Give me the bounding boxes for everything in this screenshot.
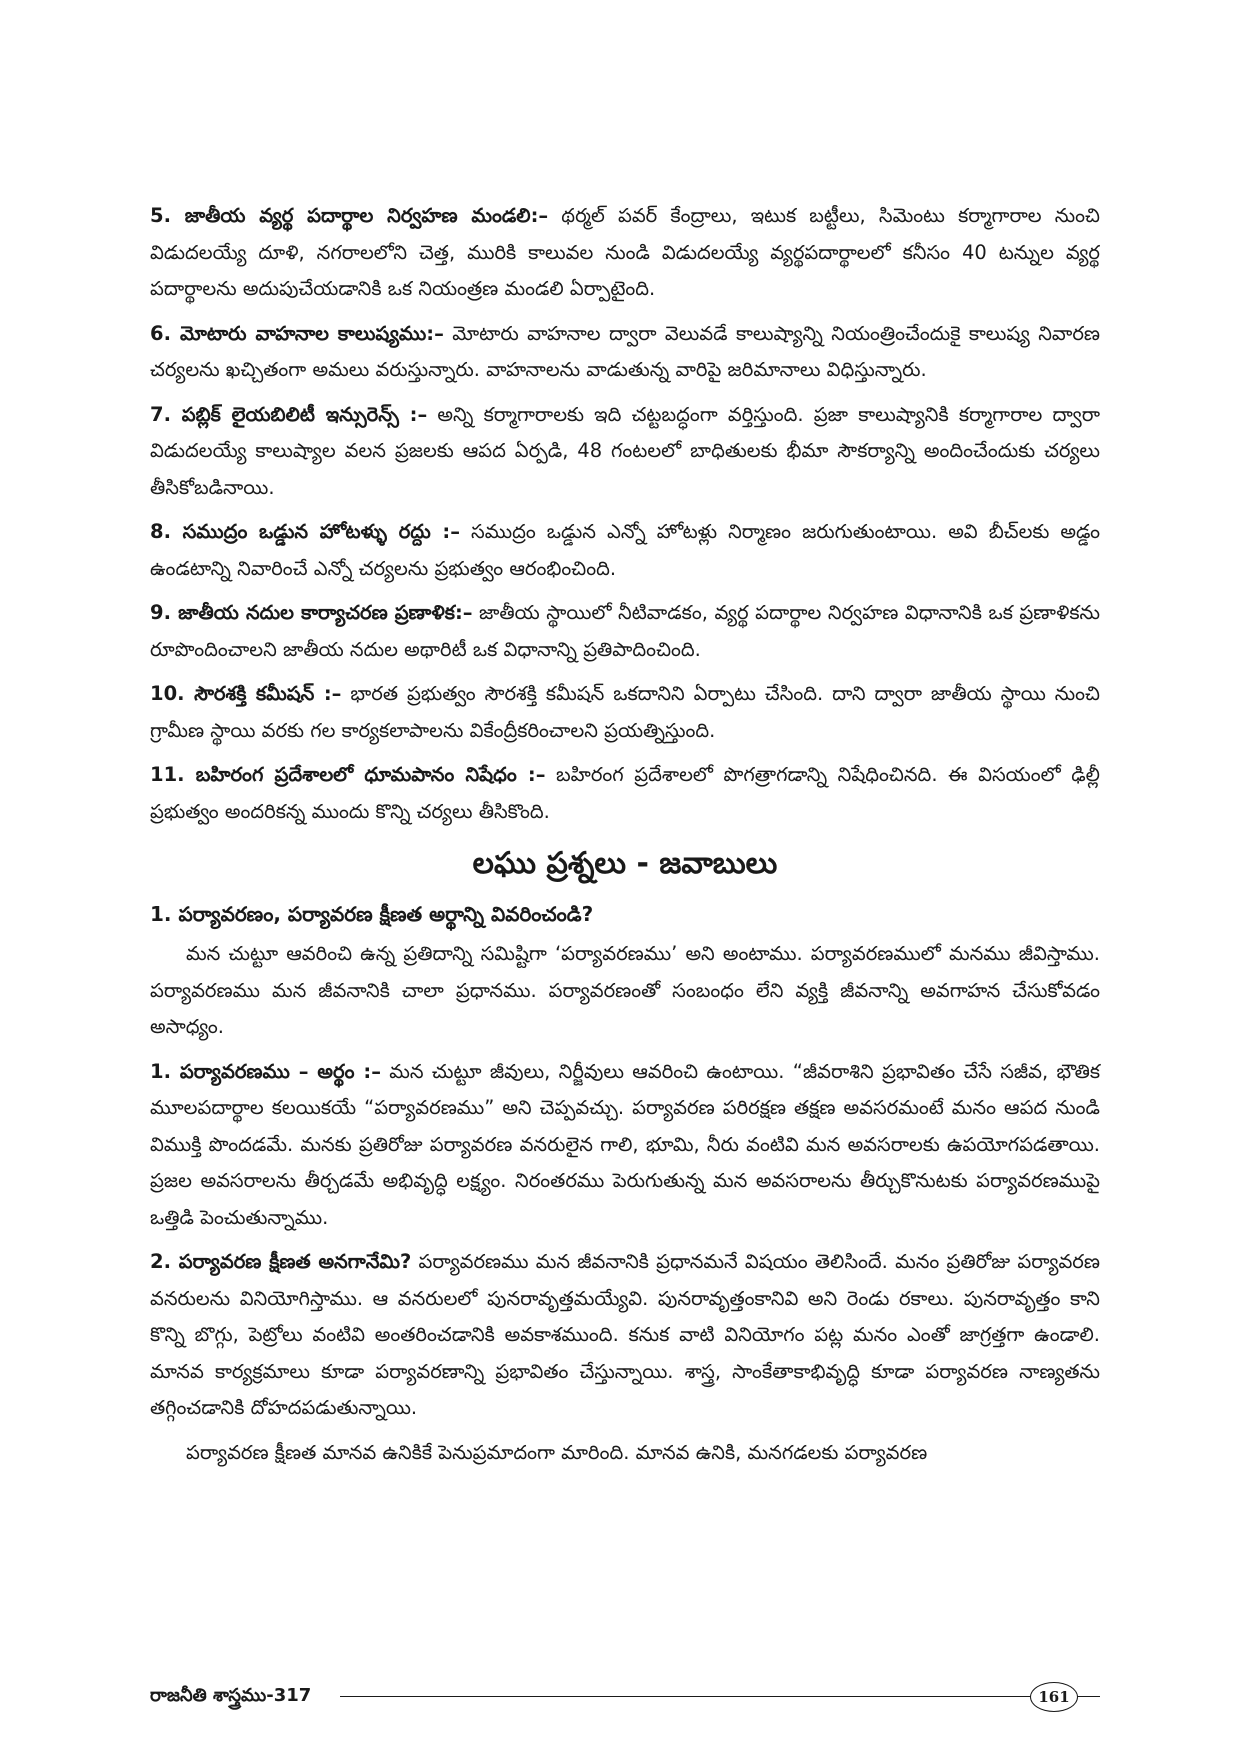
point-8 bbox=[150, 514, 1100, 587]
answer-1-text: మన చుట్టూ జీవులు, నిర్జీవులు ఆవరించి ఉంటాయి. “జీవరాశిని ప్రభావితం చేసే సజీవ, భౌతిక మూలపదార్థాల కలయికయే “పర్యావరణము” అని చెప్పవచ్చు. పర్యావరణ పరిరక్షణ తక్షణ అవసరమంటే మనం ఆపద నుండి విముక్తి పొందడమే. మనకు ప్రతిరోజు పర్యావరణ వనరులైన గాలి, భూమి, నీరు వంటివి మన అవసరాలకు ఉపయోగపడతాయి. ప్రజల అవసరాలను తీర్చడమే అభివృద్ధి లక్ష్యం. నిరంతరము పెరుగుతున్న మన అవసరాలను తీర్చుకొనుటకు పర్యావరణముపై ఒత్తిడి పెంచుతున్నాము. bbox=[150, 1059, 1100, 1229]
intro-paragraph: మన చుట్టూ ఆవరించి ఉన్న ప్రతిదాన్ని సమిష్టిగా ‘పర్యావరణము’ అని అంటాము. పర్యావరణములో మనము జీవిస్తాము. పర్యావరణము మన జీవనానికి చాలా ప్రధానము. పర్యావరణంతో సంబంధం లేని వ్యక్తి జీవనాన్ని అవగాహన చేసుకోవడం అసాధ్యం. bbox=[150, 942, 1100, 1038]
question-1: 1. పర్యావరణం, పర్యావరణ క్షీణత అర్థాన్ని వివరించండి? bbox=[150, 902, 594, 926]
point-5 bbox=[150, 198, 1100, 308]
point-6 bbox=[150, 316, 1100, 389]
point-10 bbox=[150, 676, 1100, 749]
point-7 bbox=[150, 397, 1100, 507]
answer-2-label: 2. పర్యావరణ క్షీణత అనగానేమి? bbox=[150, 1250, 412, 1273]
answer-1 bbox=[150, 1054, 1100, 1237]
page-number: 161 bbox=[1030, 1682, 1078, 1712]
answer-2-text: పర్యావరణము మన జీవనానికి ప్రధానమనే విషయం తెలిసిందే. మనం ప్రతిరోజు పర్యావరణ వనరులను వినియోగిస్తాము. ఆ వనరులలో పునరావృత్తమయ్యేవి. పునరావృత్తంకానివి అని రెండు రకాలు. పునరావృత్తం కాని కొన్ని బొగ్గు, పెట్రోలు వంటివి అంతరించడానికి అవకాశముంది. కనుక వాటి వినియోగం పట్ల మనం ఎంతో జాగ్రత్తగా ఉండాలి. మానవ కార్యక్రమాలు కూడా పర్యావరణాన్ని ప్రభావితం చేస్తున్నాయి. శాస్త్ర, సాంకేతాకాభివృద్ధి కూడా పర్యావరణ నాణ్యతను తగ్గించడానికి దోహదపడుతున్నాయి. bbox=[150, 1250, 1100, 1419]
page-content bbox=[150, 198, 1100, 1479]
page-footer bbox=[150, 1676, 1100, 1716]
point-9-text: జాతీయ స్థాయిలో నీటివాడకం, వ్యర్థ పదార్థాల నిర్వహణ విధానానికి ఒక ప్రణాళికను రూపొందించాలని జాతీయ నదుల అథారిటీ ఒక విధానాన్ని ప్రతిపాదించింది. bbox=[150, 601, 1100, 661]
point-6-label: 6. మోటారు వాహనాల కాలుష్యము:– bbox=[150, 321, 444, 345]
footer-book-title: రాజనీతి శాస్త్రము-317 bbox=[150, 1685, 312, 1706]
point-7-label: 7. పబ్లిక్ లైయబిలిటీ ఇన్సురెన్స్ :– bbox=[150, 402, 428, 426]
answer-1-label: 1. పర్యావరణము – అర్థం :– bbox=[150, 1059, 381, 1083]
point-11-label: 11. బహిరంగ ప్రదేశాలలో ధూమపానం నిషేధం :– bbox=[150, 763, 546, 786]
point-8-text: సముద్రం ఒడ్డున ఎన్నో హోటళ్లు నిర్మాణం జరుగుతుంటాయి. అవి బీచ్‌లకు అడ్డం ఉండటాన్ని నివారించే ఎన్నో చర్యలను ప్రభుత్వం ఆరంభించింది. bbox=[150, 520, 1100, 580]
point-7-text: అన్ని కర్మాగారాలకు ఇది చట్టబద్ధంగా వర్తిస్తుంది. ప్రజా కాలుష్యానికి కర్మాగారాల ద్వారా విడుదలయ్యే కాలుష్యాల వలన ప్రజలకు ఆపద ఏర్పడి, 48 గంటలలో బాధితులకు భీమా సౌకర్యాన్ని అందించేందుకు చర్యలు తీసికోబడినాయి. bbox=[150, 402, 1101, 499]
point-11 bbox=[150, 757, 1100, 830]
point-5-label: 5. జాతీయ వ్యర్థ పదార్థాల నిర్వహణ మండలి:– bbox=[150, 204, 549, 227]
point-8-label: 8. సముద్రం ఒడ్డున హోటళ్ళు రద్దు :– bbox=[150, 520, 460, 543]
point-11-text: బహిరంగ ప్రదేశాలలో పొగత్రాగడాన్ని నిషేధించినది. ఈ విసయంలో ఢిల్లీ ప్రభుత్వం అందరికన్న ముందు కొన్ని చర్యలు తీసికొంది. bbox=[150, 763, 1100, 823]
closing-paragraph: పర్యావరణ క్షీణత మానవ ఉనికికే పెనుప్రమాదంగా మారింది. మానవ ఉనికి, మనగడలకు పర్యావరణ bbox=[186, 1440, 928, 1464]
point-5-text: థర్మల్ పవర్ కేంద్రాలు, ఇటుక బట్టీలు, సిమెంటు కర్మాగారాల నుంచి విడుదలయ్యే దూళి, నగరాలలోని చెత్త, మురికి కాలువల నుండి విడుదలయ్యే వ్యర్థపదార్థాలలో కనీసం 40 టన్నుల వ్యర్థ పదార్థాలను అదుపుచేయడానికి ఒక నియంత్రణ మండలి ఏర్పాటైంది. bbox=[150, 204, 1100, 300]
section-heading: లఘు ప్రశ్నలు - జవాబులు bbox=[472, 846, 778, 881]
point-9-label: 9. జాతీయ నదుల కార్యాచరణ ప్రణాళిక:– bbox=[150, 601, 473, 624]
point-10-text: భారత ప్రభుత్వం సౌరశక్తి కమీషన్ ఒకదానిని ఏర్పాటు చేసింది. దాని ద్వారా జాతీయ స్థాయి నుంచి గ్రామీణ స్థాయి వరకు గల కార్యకలాపాలను వికేంద్రీకరించాలని ప్రయత్నిస్తుంది. bbox=[150, 682, 1100, 742]
point-6-text: మోటారు వాహనాల ద్వారా వెలువడే కాలుష్యాన్ని నియంత్రించేందుకై కాలుష్య నివారణ చర్యలను ఖచ్చితంగా అమలు వరుస్తున్నారు. వాహనాలను వాడుతున్న వారిపై జరిమానాలు విధిస్తున్నారు. bbox=[150, 321, 1101, 381]
point-10-label: 10. సౌరశక్తి కమీషన్ :– bbox=[150, 682, 342, 705]
footer-rule bbox=[340, 1696, 1040, 1697]
answer-2 bbox=[150, 1244, 1100, 1427]
point-9 bbox=[150, 595, 1100, 668]
